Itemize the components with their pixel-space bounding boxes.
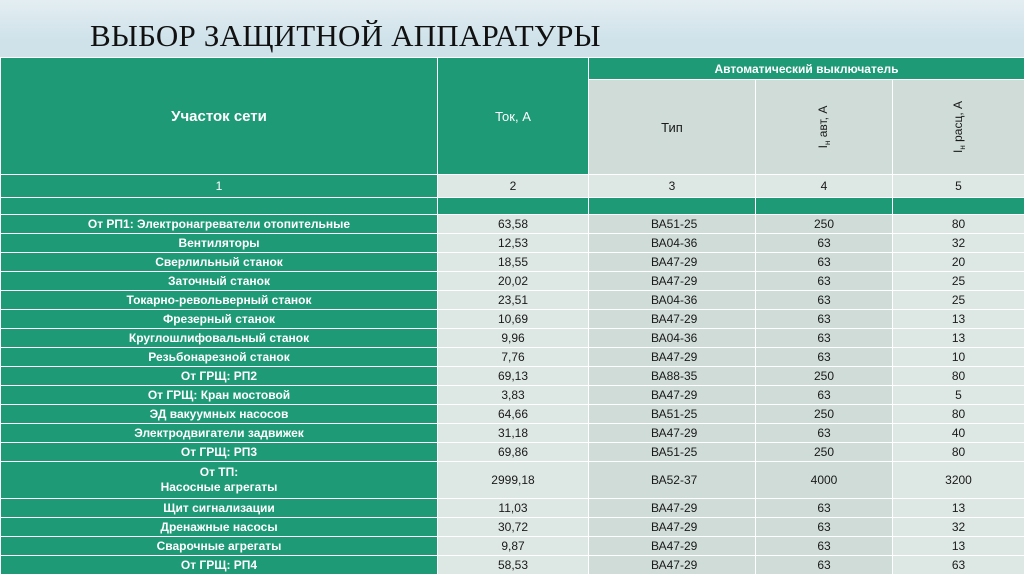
row-type: ВА04-36 [589, 291, 756, 310]
row-name: От ГРЩ: Кран мостовой [1, 386, 438, 405]
row-name: От ГРЩ: РП4 [1, 556, 438, 575]
row-in-auto: 63 [756, 310, 893, 329]
row-name: Щит сигнализации [1, 499, 438, 518]
col-number: 3 [589, 175, 756, 198]
row-in-auto: 63 [756, 272, 893, 291]
row-name: Дренажные насосы [1, 518, 438, 537]
row-type: ВА47-29 [589, 272, 756, 291]
table-row [1, 386, 1024, 405]
row-in-auto: 250 [756, 405, 893, 424]
col-number: 2 [438, 175, 589, 198]
row-in-auto: 63 [756, 424, 893, 443]
row-current: 31,18 [438, 424, 589, 443]
table-row [1, 537, 1024, 556]
table-row [1, 556, 1024, 575]
row-name: Электродвигатели задвижек [1, 424, 438, 443]
row-name: Заточный станок [1, 272, 438, 291]
row-type: ВА47-29 [589, 348, 756, 367]
table-row [1, 424, 1024, 443]
header-in-auto: $I_н$ авт, А [756, 80, 893, 175]
row-in-auto: 63 [756, 348, 893, 367]
row-in-trip: 63 [893, 556, 1024, 575]
row-current: 9,96 [438, 329, 589, 348]
separator-cell [893, 198, 1024, 215]
table-row [1, 310, 1024, 329]
row-in-trip: 32 [893, 234, 1024, 253]
row-current: 10,69 [438, 310, 589, 329]
row-in-trip: 5 [893, 386, 1024, 405]
row-in-auto: 250 [756, 215, 893, 234]
row-type: ВА47-29 [589, 537, 756, 556]
row-type: ВА51-25 [589, 443, 756, 462]
row-in-trip: 32 [893, 518, 1024, 537]
row-current: 23,51 [438, 291, 589, 310]
page-title: ВЫБОР ЗАЩИТНОЙ АППАРАТУРЫ [90, 18, 601, 54]
row-current: 7,76 [438, 348, 589, 367]
table-row [1, 272, 1024, 291]
col-number: 1 [1, 175, 438, 198]
row-in-trip: 25 [893, 272, 1024, 291]
row-type: ВА52-37 [589, 462, 756, 499]
row-current: 11,03 [438, 499, 589, 518]
row-in-trip: 80 [893, 443, 1024, 462]
row-current: 3,83 [438, 386, 589, 405]
row-in-auto: 63 [756, 386, 893, 405]
table-row [1, 443, 1024, 462]
separator-cell [589, 198, 756, 215]
row-name: Токарно-револьверный станок [1, 291, 438, 310]
row-in-trip: 40 [893, 424, 1024, 443]
row-current: 30,72 [438, 518, 589, 537]
row-in-trip: 20 [893, 253, 1024, 272]
row-type: ВА47-29 [589, 386, 756, 405]
row-in-auto: 250 [756, 443, 893, 462]
header-current: Ток, А [438, 58, 589, 175]
header-section: Участок сети [1, 58, 438, 175]
row-type: ВА47-29 [589, 556, 756, 575]
table-row [1, 499, 1024, 518]
row-name: Сварочные агрегаты [1, 537, 438, 556]
row-in-auto: 63 [756, 518, 893, 537]
row-current: 20,02 [438, 272, 589, 291]
row-in-trip: 80 [893, 215, 1024, 234]
row-in-auto: 63 [756, 556, 893, 575]
row-name: От ГРЩ: РП2 [1, 367, 438, 386]
col-number: 4 [756, 175, 893, 198]
row-type: ВА47-29 [589, 253, 756, 272]
row-in-auto: 63 [756, 537, 893, 556]
row-type: ВА47-29 [589, 499, 756, 518]
row-current: 58,53 [438, 556, 589, 575]
row-current: 63,58 [438, 215, 589, 234]
row-name: Фрезерный станок [1, 310, 438, 329]
row-type: ВА04-36 [589, 234, 756, 253]
table-row [1, 348, 1024, 367]
protection-table [0, 57, 1024, 575]
col-number: 5 [893, 175, 1024, 198]
row-name-line: От ТП: [1, 465, 437, 480]
table-row [1, 367, 1024, 386]
row-in-auto: 63 [756, 253, 893, 272]
row-current: 64,66 [438, 405, 589, 424]
row-type: ВА51-25 [589, 405, 756, 424]
row-in-trip: 80 [893, 405, 1024, 424]
row-current: 69,86 [438, 443, 589, 462]
row-in-trip: 80 [893, 367, 1024, 386]
row-current: 12,53 [438, 234, 589, 253]
row-name: Сверлильный станок [1, 253, 438, 272]
row-name [1, 462, 438, 499]
separator-cell [438, 198, 589, 215]
separator-cell [1, 198, 438, 215]
table-row [1, 291, 1024, 310]
table-row [1, 329, 1024, 348]
row-name: Круглошлифовальный станок [1, 329, 438, 348]
row-type: ВА47-29 [589, 310, 756, 329]
header-in-trip: $I_н$ расц, А [893, 80, 1024, 175]
row-type: ВА88-35 [589, 367, 756, 386]
row-in-trip: 3200 [893, 462, 1024, 499]
row-name: Вентиляторы [1, 234, 438, 253]
row-type: ВА04-36 [589, 329, 756, 348]
row-name: Резьбонарезной станок [1, 348, 438, 367]
row-in-trip: 13 [893, 537, 1024, 556]
numbering-row [1, 175, 1024, 198]
row-in-auto: 4000 [756, 462, 893, 499]
row-current: 18,55 [438, 253, 589, 272]
row-in-auto: 63 [756, 234, 893, 253]
row-name: От ГРЩ: РП3 [1, 443, 438, 462]
row-in-trip: 10 [893, 348, 1024, 367]
row-in-auto: 63 [756, 499, 893, 518]
row-in-trip: 25 [893, 291, 1024, 310]
table-row [1, 518, 1024, 537]
header-breaker: Автоматический выключатель [589, 58, 1024, 80]
row-in-auto: 63 [756, 291, 893, 310]
row-current: 2999,18 [438, 462, 589, 499]
table-row [1, 215, 1024, 234]
separator-cell [756, 198, 893, 215]
table-row [1, 234, 1024, 253]
row-in-trip: 13 [893, 310, 1024, 329]
row-current: 69,13 [438, 367, 589, 386]
table-row [1, 253, 1024, 272]
row-name: ЭД вакуумных насосов [1, 405, 438, 424]
row-in-auto: 250 [756, 367, 893, 386]
row-current: 9,87 [438, 537, 589, 556]
row-in-auto: 63 [756, 329, 893, 348]
row-in-trip: 13 [893, 329, 1024, 348]
table-row [1, 405, 1024, 424]
row-type: ВА47-29 [589, 424, 756, 443]
row-type: ВА51-25 [589, 215, 756, 234]
row-name: От РП1: Электронагреватели отопительные [1, 215, 438, 234]
separator-row [1, 198, 1024, 215]
table-row [1, 462, 1024, 499]
row-name-line: Насосные агрегаты [1, 480, 437, 495]
row-type: ВА47-29 [589, 518, 756, 537]
header-type: Тип [589, 80, 756, 175]
row-in-trip: 13 [893, 499, 1024, 518]
